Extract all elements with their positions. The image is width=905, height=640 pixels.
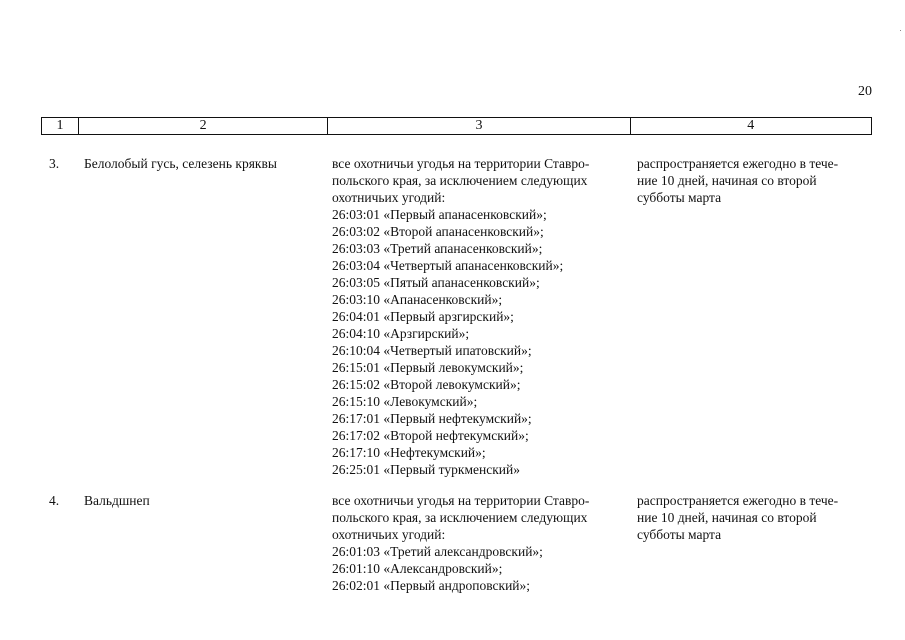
- area-item: 26:01:03 «Третий александровский»;: [332, 544, 543, 559]
- row-number: 4.: [49, 493, 60, 508]
- areas-intro-line: охотничьих угодий:: [332, 190, 446, 205]
- period-line: ние 10 дней, начиная со второй: [637, 510, 817, 525]
- season-period: [637, 492, 866, 543]
- page-number: 20: [858, 84, 872, 99]
- header-cell-2: 2: [79, 118, 328, 134]
- area-item: 26:17:10 «Нефтекумский»;: [332, 445, 486, 460]
- period-line: субботы марта: [637, 190, 722, 205]
- period-line: ние 10 дней, начиная со второй: [637, 173, 817, 188]
- hunting-areas: [332, 155, 628, 478]
- area-item: 26:25:01 «Первый туркменский»: [332, 462, 520, 477]
- area-item: 26:01:10 «Александровский»;: [332, 561, 503, 576]
- area-item: 26:03:04 «Четвертый апанасенковский»;: [332, 258, 564, 273]
- areas-intro-line: все охотничьи угодья на территории Ставро-: [332, 493, 590, 508]
- area-item: 26:10:04 «Четвертый ипатовский»;: [332, 343, 532, 358]
- area-item: 26:04:10 «Арзгирский»;: [332, 326, 470, 341]
- area-item: 26:03:05 «Пятый апанасенковский»;: [332, 275, 540, 290]
- area-item: 26:03:02 «Второй апанасенковский»;: [332, 224, 544, 239]
- area-item: 26:15:01 «Первый левокумский»;: [332, 360, 524, 375]
- header-cell-4: 4: [747, 118, 755, 133]
- area-item: 26:15:10 «Левокумский»;: [332, 394, 478, 409]
- period-line: распространяется ежегодно в тече-: [637, 156, 839, 171]
- area-item: 26:04:01 «Первый арзгирский»;: [332, 309, 514, 324]
- column-number-header: [41, 117, 872, 135]
- species-name: Вальдшнеп: [84, 493, 150, 508]
- period-line: субботы марта: [637, 527, 722, 542]
- area-item: 26:03:01 «Первый апанасенковский»;: [332, 207, 547, 222]
- species-name: Белолобый гусь, селезень кряквы: [84, 156, 277, 171]
- areas-intro-line: охотничьих угодий:: [332, 527, 446, 542]
- areas-intro-line: польского края, за исключением следующих: [332, 510, 588, 525]
- season-period: [637, 155, 866, 206]
- area-item: 26:15:02 «Второй левокумский»;: [332, 377, 521, 392]
- period-line: распространяется ежегодно в тече-: [637, 493, 839, 508]
- areas-intro-line: все охотничьи угодья на территории Ставро-: [332, 156, 590, 171]
- area-item: 26:17:01 «Первый нефтекумский»;: [332, 411, 532, 426]
- header-cell-1: 1: [42, 118, 79, 134]
- row-number: 3.: [49, 156, 60, 171]
- area-item: 26:02:01 «Первый андроповский»;: [332, 578, 531, 593]
- header-cell-3: 3: [328, 118, 630, 134]
- area-item: 26:03:03 «Третий апанасенковский»;: [332, 241, 543, 256]
- scan-speck: [900, 30, 901, 31]
- areas-intro-line: польского края, за исключением следующих: [332, 173, 588, 188]
- area-item: 26:17:02 «Второй нефтекумский»;: [332, 428, 529, 443]
- area-item: 26:03:10 «Апанасенковский»;: [332, 292, 503, 307]
- hunting-areas: [332, 492, 628, 594]
